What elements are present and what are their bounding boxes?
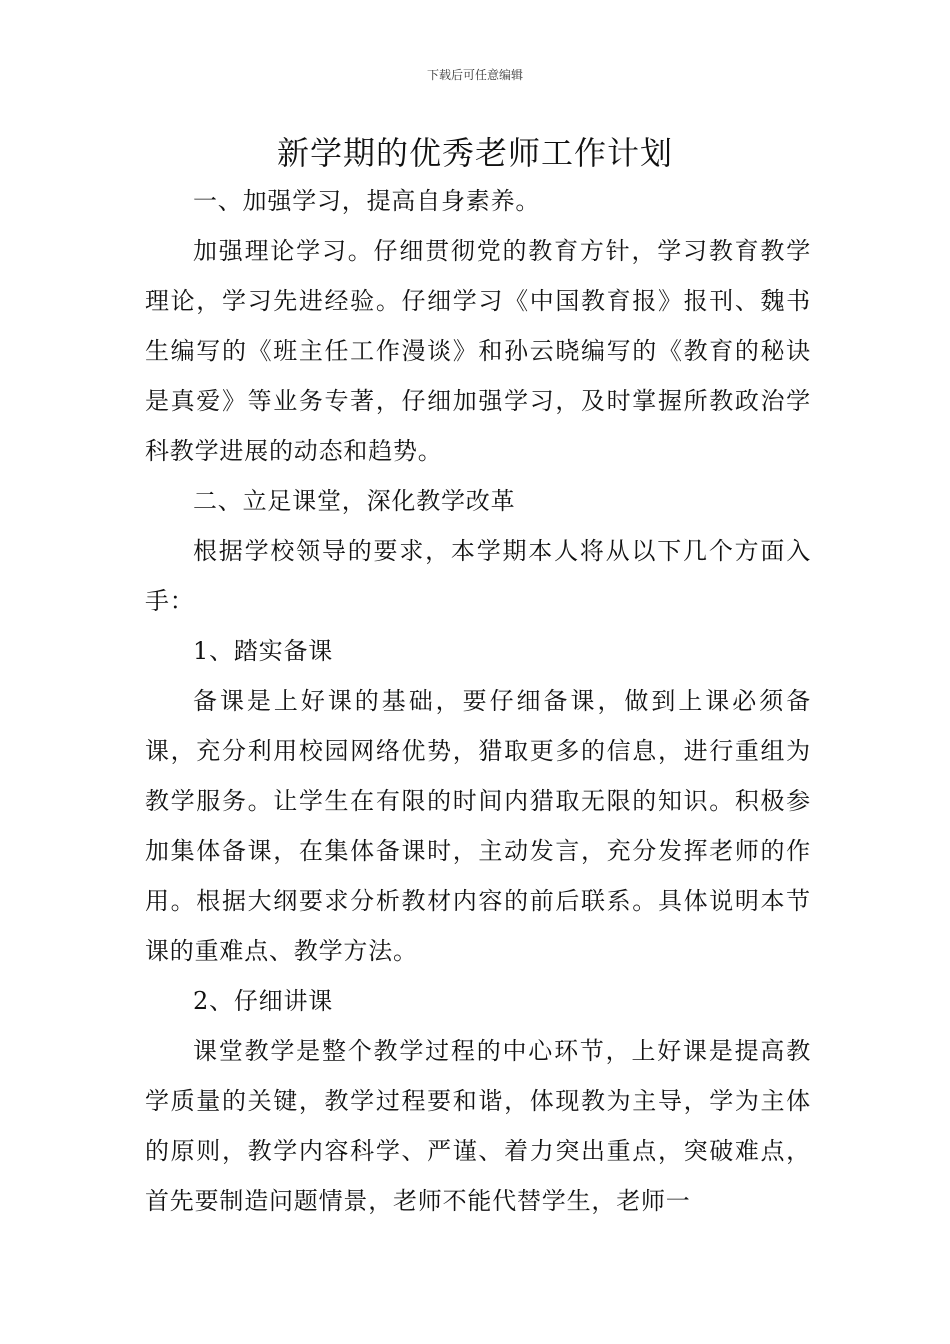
heading-section-2: 二、立足课堂，深化教学改革: [193, 487, 516, 515]
header-note: 下载后可任意编辑: [426, 68, 523, 82]
paragraph-teaching: 课堂教学是整个教学过程的中心环节，上好课是提高教学质量的关键，教学过程要和谐，体现教为主导，学为主体的原则，教学内容科学、严谨、着力突出重点，突破难点，首先要制造问题情景，老师不能代替学生，老师一: [145, 1037, 811, 1215]
subheading-lesson-prep: 1、踏实备课: [193, 637, 334, 665]
heading-section-1: 一、加强学习，提高自身素养。: [193, 187, 541, 215]
paragraph-theory-study: 加强理论学习。仔细贯彻党的教育方针，学习教育教学理论，学习先进经验。仔细学习《中国教育报》报刊、魏书生编写的《班主任工作漫谈》和孙云晓编写的《教育的秘诀是真爱》等业务专著，仔细加强学习，及时掌握所教政治学科教学进展的动态和趋势。: [145, 237, 811, 465]
subheading-teaching: 2、仔细讲课: [193, 987, 334, 1015]
paragraph-lesson-prep: 备课是上好课的基础，要仔细备课，做到上课必须备课，充分利用校园网络优势，猎取更多的信息，进行重组为教学服务。让学生在有限的时间内猎取无限的知识。积极参加集体备课，在集体备课时，主动发言，充分发挥老师的作用。根据大纲要求分析教材内容的前后联系。具体说明本节课的重难点、教学方法。: [145, 687, 811, 965]
paragraph-requirements: 根据学校领导的要求，本学期本人将从以下几个方面入手：: [145, 537, 811, 615]
document-title: 新学期的优秀老师工作计划: [276, 134, 673, 172]
document-body: [145, 176, 811, 1226]
